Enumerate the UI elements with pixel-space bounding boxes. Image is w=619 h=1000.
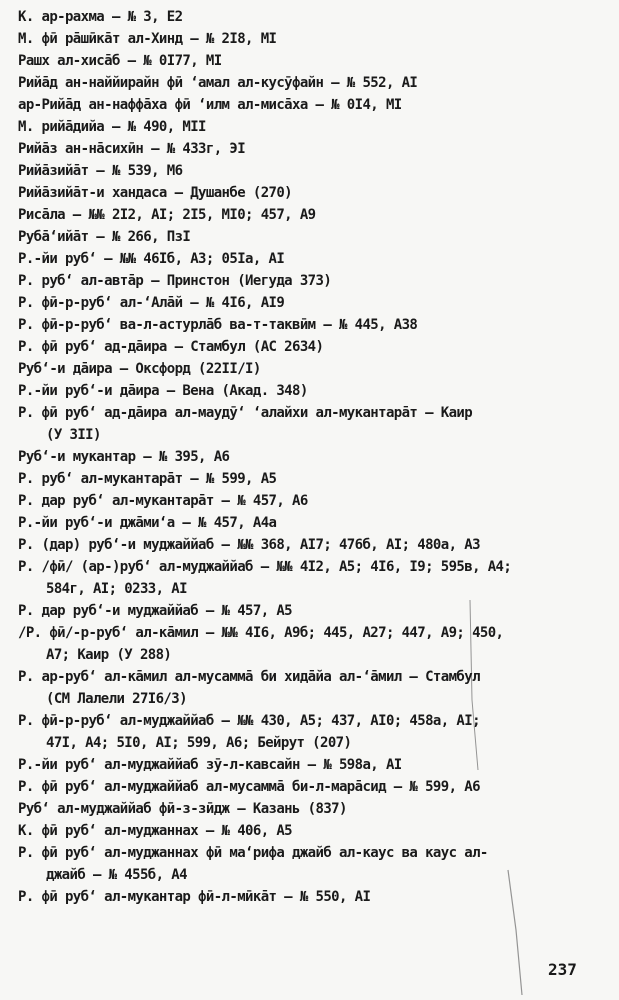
index-entry [18, 512, 608, 534]
index-entry [18, 754, 608, 776]
index-entry [18, 534, 608, 556]
entry-continuation-line: (У 3II) [46, 427, 101, 443]
index-entry [18, 710, 608, 754]
entry-line: /Р. фӣ/-р-рубʻ ал-кāмил – №№ 4I6, А9б; 445, А27; 447, А9; 450, [18, 625, 504, 641]
entry-line: Р. фӣ-р-рубʻ ва-л-астурлāб ва-т-таквӣм – № 445, А38 [18, 317, 418, 333]
index-entry [18, 248, 608, 270]
index-entry [18, 842, 608, 886]
index-entry [18, 72, 608, 94]
entry-line: Рубʻ ал-муджаййаб фӣ-з-зӣдж – Казань (837) [18, 801, 347, 817]
index-entry [18, 160, 608, 182]
index-entry [18, 50, 608, 72]
entry-line: Р. фӣ рубʻ ал-муджаййаб ал-мусаммā би-л-марāсид – № 599, А6 [18, 779, 480, 795]
index-entry [18, 292, 608, 314]
index-entry [18, 468, 608, 490]
index-entry [18, 820, 608, 842]
index-entry [18, 226, 608, 248]
index-entry [18, 402, 608, 446]
entry-continuation-line: А7; Каир (У 288) [46, 647, 172, 663]
entry-line: Р. фӣ рубʻ ал-мукантар фӣ-л-мӣкāт – № 550, АI [18, 889, 371, 905]
index-entry [18, 886, 608, 908]
entry-line: Р.-йи рубʻ ал-муджаййаб зӯ-л-кавсайн – № 598а, АI [18, 757, 402, 773]
index-entry [18, 446, 608, 468]
entry-line: Рийāд ан-наййирайн фӣ ʻамал ал-кусӯфайн – № 552, АI [18, 75, 418, 91]
entry-line: Рисāла – №№ 2I2, АI; 2I5, МI0; 457, А9 [18, 207, 316, 223]
entry-line: Р.-йи рубʻ-и джāмиʻа – № 457, А4а [18, 515, 277, 531]
entry-line: Р. дар рубʻ-и муджаййаб – № 457, А5 [18, 603, 293, 619]
index-entry [18, 776, 608, 798]
index-entry [18, 358, 608, 380]
index-entry [18, 314, 608, 336]
entry-line: Р. /фӣ/ (ар-)рубʻ ал-муджаййаб – №№ 4I2, А5; 4I6, I9; 595в, А4; [18, 559, 512, 575]
entry-line: Р. (дар) рубʻ-и муджаййаб – №№ 368, АI7; 476б, АI; 480а, А3 [18, 537, 480, 553]
entry-continuation-line: 584г, АI; 0233, АI [46, 581, 187, 597]
index-entry [18, 204, 608, 226]
entry-line: Рашх ал-хисāб – № 0I77, МI [18, 53, 222, 69]
index-entry [18, 138, 608, 160]
entry-line: Рубʻ-и мукантар – № 395, А6 [18, 449, 230, 465]
entry-line: Р. фӣ-р-рубʻ ал-муджаййаб – №№ 430, А5; 437, АI0; 458а, АI; [18, 713, 480, 729]
index-entry [18, 556, 608, 600]
index-entry [18, 380, 608, 402]
page-number: 237 [548, 960, 577, 979]
index-entry [18, 270, 608, 292]
index-entry [18, 94, 608, 116]
index-entry-list [18, 6, 608, 908]
entry-line: Р. ар-рубʻ ал-кāмил ал-мусаммā би хидāйа ал-ʻāмил – Стамбул [18, 669, 480, 685]
index-entry [18, 28, 608, 50]
entry-line: Р. рубʻ ал-мукантарāт – № 599, А5 [18, 471, 277, 487]
entry-line: Рубāʻийāт – № 266, ПзI [18, 229, 191, 245]
entry-line: Рийāзийāт – № 539, М6 [18, 163, 183, 179]
entry-line: Р. фӣ рубʻ ад-дāира – Стамбул (АС 2634) [18, 339, 324, 355]
index-entry [18, 798, 608, 820]
entry-line: Р.-йи рубʻ – №№ 46Iб, А3; 05Iа, АI [18, 251, 285, 267]
entry-line: Р. фӣ рубʻ ал-муджаннах фӣ маʻрифа джайб ал-каус ва каус ал- [18, 845, 488, 861]
index-entry [18, 622, 608, 666]
entry-line: Рийāзийāт-и хандаса – Душанбе (270) [18, 185, 293, 201]
index-entry [18, 666, 608, 710]
entry-line: Рубʻ-и дāира – Оксфорд (22II/I) [18, 361, 261, 377]
entry-continuation-line: джайб – № 455б, А4 [46, 867, 187, 883]
index-entry [18, 336, 608, 358]
entry-line: К. ар-рахма – № 3, Е2 [18, 9, 183, 25]
entry-line: К. фӣ рубʻ ал-муджаннах – № 406, А5 [18, 823, 293, 839]
index-entry [18, 182, 608, 204]
entry-line: М. рийāдийа – № 490, МII [18, 119, 206, 135]
entry-line: Р. фӣ-р-рубʻ ал-ʻАлāй – № 4I6, АI9 [18, 295, 285, 311]
entry-line: Р. дар рубʻ ал-мукантарāт – № 457, А6 [18, 493, 308, 509]
entry-line: ар-Рийāд ан-наффāха фӣ ʻилм ал-мисāха – № 0I4, МI [18, 97, 402, 113]
entry-continuation-line: (СМ Лалели 27I6/3) [46, 691, 187, 707]
entry-line: Рийāз ан-нāсихӣн – № 433г, ЭI [18, 141, 246, 157]
entry-line: Р. фӣ рубʻ ад-дāира ал-маудӯʻ ʻалайхи ал-мукантарāт – Каир [18, 405, 473, 421]
index-entry [18, 490, 608, 512]
entry-line: М. фӣ рāшӣкāт ал-Хинд – № 2I8, МI [18, 31, 277, 47]
entry-line: Р. рубʻ ал-автāр – Принстон (Иегуда 373) [18, 273, 332, 289]
index-entry [18, 6, 608, 28]
index-entry [18, 600, 608, 622]
entry-continuation-line: 47I, А4; 5I0, АI; 599, А6; Бейрут (207) [46, 735, 352, 751]
entry-line: Р.-йи рубʻ-и дāира – Вена (Акад. 348) [18, 383, 308, 399]
index-entry [18, 116, 608, 138]
